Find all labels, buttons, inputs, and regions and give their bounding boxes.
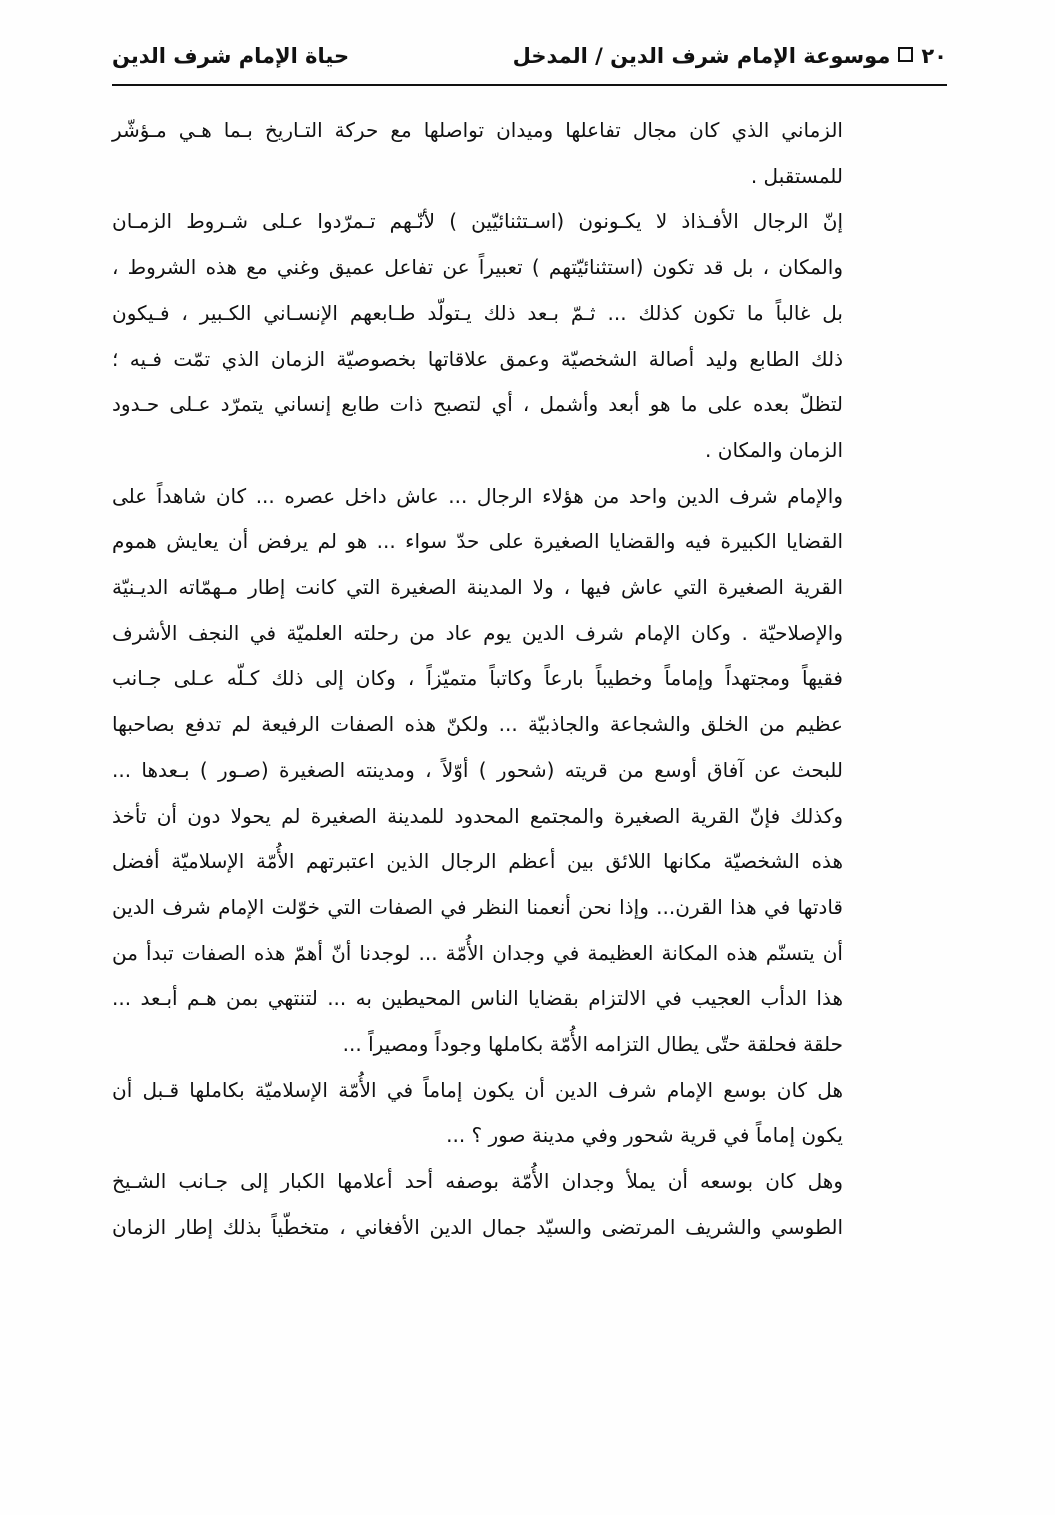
text-line: الزمان والمكان . xyxy=(705,437,843,462)
text-line: هذا الدأب العجيب في الالتزام بقضايا الناس المحيطين به ... لتنتهي بمن هـم أبـعد ... xyxy=(112,986,843,1011)
page-header xyxy=(112,36,947,86)
text-line: أن يتسنّم هذه المكانة العظيمة في وجدان الأُمّة ... لوجدنا أنّ أهمّ هذه الصفات تبدأ من xyxy=(112,940,843,965)
text-line: يكون إماماً في قرية شحور وفي مدينة صور ؟ ... xyxy=(446,1123,843,1148)
section-title: حياة الإمام شرف الدين xyxy=(112,44,350,68)
text-line: حلقة فحلقة حتّى يطال التزامه الأُمّة بكاملها وجوداً ومصيراً ... xyxy=(342,1032,843,1057)
text-line: إنّ الرجال الأفـذاذ لا يكـونون (اسـتثنائيّين ) لأنّـهم تـمرّدوا عـلى شـروط الزمـان xyxy=(112,209,843,234)
square-ornament-icon xyxy=(898,47,913,62)
text-line: ذلك الطابع وليد أصالة الشخصيّة وعمق علاقاتها بخصوصيّة الزمان الذي تمّت فـيه ؛ xyxy=(112,346,843,371)
text-line: للبحث عن آفاق أوسع من قريته (شحور ) أوّلاً ، ومدينته الصغيرة (صـور ) بـعدها ... xyxy=(112,757,843,782)
text-line: والإمام شرف الدين واحد من هؤلاء الرجال ... عاش داخل عصره ... كان شاهداً على xyxy=(112,483,843,508)
text-line: القضايا الكبيرة فيه والقضايا الصغيرة على حدّ سواء ... هو لم يرفض أن يعايش هموم xyxy=(112,529,843,554)
text-line: قادتها في هذا القرن... وإذا نحن أنعمنا النظر في الصفات التي خوّلت الإمام شرف الدين xyxy=(112,894,843,919)
text-line: وكذلك فإنّ القرية الصغيرة والمجتمع المحدود للمدينة الصغيرة لم يحولا دون أن تأخذ xyxy=(112,803,843,828)
body-text xyxy=(112,108,843,1251)
text-line: فقيهاً ومجتهداً وإماماً وخطيباً بارعاً وكاتباً متميّزاً ، وكان إلى ذلك كـلّه عـلى جـانب xyxy=(112,666,843,691)
text-line: للمستقبل . xyxy=(750,163,843,188)
running-head-right xyxy=(513,44,947,68)
text-line: عظيم من الخلق والشجاعة والجاذبيّة ... ولكنّ هذه الصفات الرفيعة لم تدفع بصاحبها xyxy=(112,712,843,737)
text-line: والمكان ، بل قد تكون (استثنائيّتهم ) تعبيراً عن تفاعل عميق وغني مع هذه الشروط ، xyxy=(112,255,843,280)
running-title: موسوعة الإمام شرف الدين / المدخل xyxy=(512,44,891,68)
text-line: لتظلّ بعده على ما هو أبعد وأشمل ، أي لتصبح ذات طابع إنساني يتمرّد عـلى حـدود xyxy=(112,392,843,417)
text-line: هذه الشخصيّة مكانها اللائق بين أعظم الرجال الذين اعتبرتهم الأُمّة الإسلاميّة أفضل xyxy=(112,849,843,874)
page-number: ٢٠ xyxy=(921,44,947,68)
text-line: هل كان بوسع الإمام شرف الدين أن يكون إماماً في الأُمّة الإسلاميّة بكاملها قـبل أن xyxy=(112,1077,843,1102)
text-line: بل غالباً ما تكون كذلك ... ثـمّ بـعد ذلك يـتولّد طـابعهم الإنسـاني الكـبير ، فـيكون xyxy=(112,300,843,325)
text-line: الطوسي والشريف المرتضى والسيّد جمال الدين الأفغاني ، متخطّياً بذلك إطار الزمان xyxy=(112,1214,843,1239)
text-line: الزماني الذي كان مجال تفاعلها وميدان تواصلها مع حركة التـاريخ بـما هـي مـؤشّر xyxy=(112,118,843,142)
text-line: والإصلاحيّة . وكان الإمام شرف الدين يوم عاد من رحلته العلميّة في النجف الأشرف xyxy=(112,620,843,645)
header-rule xyxy=(112,84,947,86)
text-line: وهل كان بوسعه أن يملأ وجدان الأُمّة بوصفه أحد أعلامها الكبار إلى جـانب الشـيخ xyxy=(112,1169,843,1194)
text-line: القرية الصغيرة التي عاش فيها ، ولا المدينة الصغيرة التي كانت إطار مـهمّاته الديـنيّة xyxy=(112,575,843,600)
